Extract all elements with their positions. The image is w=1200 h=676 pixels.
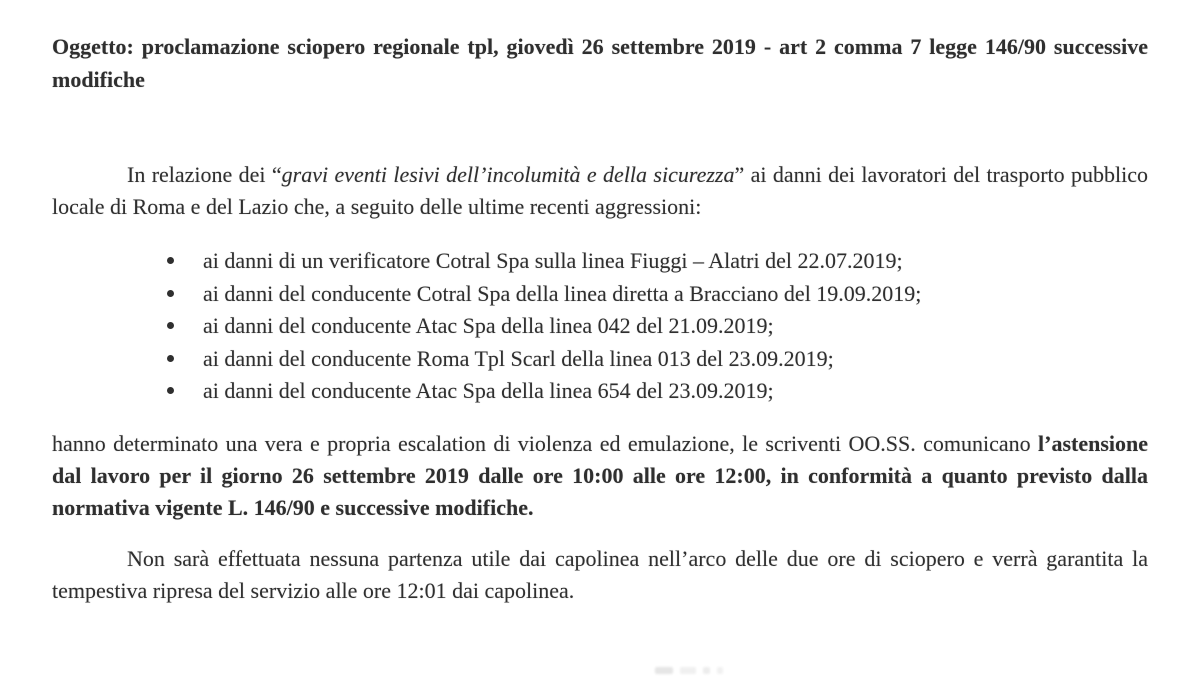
cutoff-mark <box>703 667 710 674</box>
cutoff-mark <box>655 667 673 674</box>
bullet-icon <box>167 355 174 362</box>
list-item-text: ai danni del conducente Roma Tpl Scarl della linea 013 del 23.09.2019; <box>203 345 834 371</box>
list-item <box>52 245 1148 278</box>
list-item-text: ai danni di un verificatore Cotral Spa sulla linea Fiuggi – Alatri del 22.07.2019; <box>203 248 903 273</box>
bullet-icon <box>167 257 174 264</box>
intro-quoted-phrase: gravi eventi lesivi dell’incolumità e della sicurezza <box>281 162 735 187</box>
cutoff-mark <box>717 667 723 674</box>
list-item <box>52 343 1148 376</box>
list-item <box>52 310 1148 343</box>
bullet-icon <box>167 387 174 394</box>
intro-text-before-quote: In relazione dei “ <box>127 162 282 187</box>
closing-paragraph: Non sarà effettuata nessuna partenza utile dai capolinea nell’arco delle due ore di sciopero e verrà garantita la tempestiva ripresa del servizio alle ore 12:01 dai capolinea. <box>52 545 1148 603</box>
list-item <box>52 375 1148 408</box>
document-content <box>52 0 1148 607</box>
list-item-text: ai danni del conducente Cotral Spa della linea diretta a Bracciano del 19.09.2019; <box>203 280 922 306</box>
list-item-text: ai danni del conducente Atac Spa della linea 654 del 23.09.2019; <box>203 378 774 403</box>
list-item <box>52 278 1148 311</box>
bullet-icon <box>167 322 174 329</box>
document-subject: Oggetto: proclamazione sciopero regionale tpl, giovedì 26 settembre 2019 - art 2 comma 7 legge 146/90 successive modifiche <box>52 34 1148 92</box>
list-item-text: ai danni del conducente Atac Spa della linea 042 del 21.09.2019; <box>203 313 774 338</box>
bullet-icon <box>167 290 174 297</box>
cutoff-text-fragment <box>655 667 723 674</box>
intro-text-after-quote: ” ai danni dei lavoratori del trasporto pubblico locale di Roma e del Lazio che, a seguito delle ultime recenti aggressioni: <box>52 162 1149 219</box>
announcement-text: hanno determinato una vera e propria escalation di violenza ed emulazione, le scriventi OO.SS. comunicano <box>52 430 1038 456</box>
announcement-bold-text: l’astensione dal lavoro per il giorno 26 settembre 2019 dalle ore 10:00 alle ore 12:00, in conformità a quanto previsto dalla normativa vigente L. 146/90 e successive modifiche. <box>52 430 1148 520</box>
strike-reasons-list <box>52 245 1148 408</box>
announcement-paragraph <box>52 428 1148 524</box>
intro-paragraph <box>52 159 1148 223</box>
cutoff-mark <box>680 667 696 674</box>
